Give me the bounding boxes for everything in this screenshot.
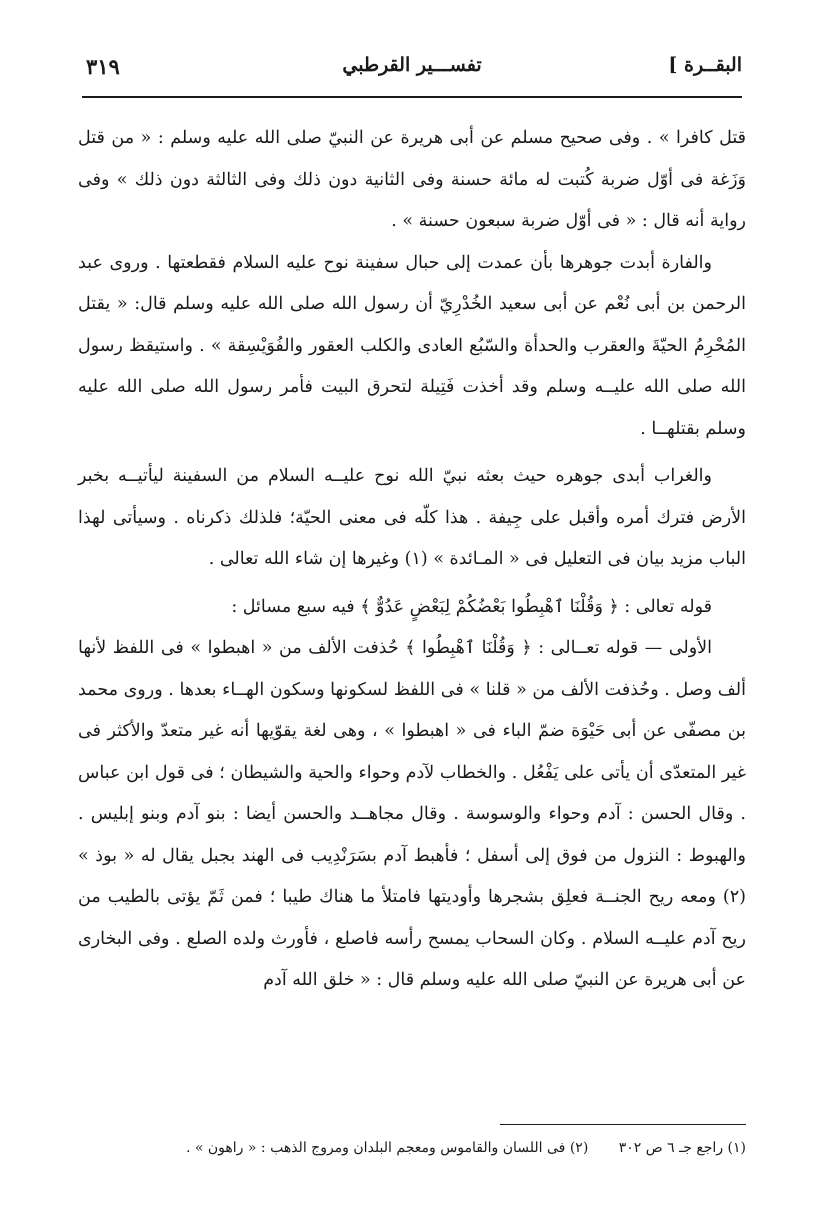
surah-name: البقــرة ] xyxy=(668,54,742,76)
footnote-2: (٢) فى اللسان والقاموس ومعجم البلدان ومروج الذهب : « راهون » . xyxy=(185,1140,589,1156)
footnotes xyxy=(78,1134,746,1162)
footnote-1: (١) راجع جـ ٦ ص ٣٠٢ xyxy=(618,1140,746,1156)
paragraph-hadith-gecko: قتل كافرا » . وفى صحيح مسلم عن أبى هريرة عن النبيّ صلى الله عليه وسلم : « من قتل وَزَغة فى أوّل ضربة كُتبت له مائة حسنة وفى الثانية دون ذلك وفى الثالثة دون ذلك » وفى رواية أنه قال : « فى أوّل ضربة سبعون حسنة » . xyxy=(78,128,746,231)
paragraph-verse-heading: قوله تعالى : ﴿ وَقُلْنَا ٱهْبِطُوا بَعْضُكُمْ لِبَعْضٍ عَدُوٌّ ﴾ فيه سبع مسائل : xyxy=(231,596,712,617)
paragraph-mouse: والفارة أبدت جوهرها بأن عمدت إلى حبال سفينة نوح عليه السلام فقطعتها . وروى عبد الرحمن بن أبى نُعْم عن أبى سعيد الخُدْرِيّ أن رسول الله صلى الله عليه وسلم قال: « يقتل المُحْرِمُ الحيّةَ والعقرب والحدأة والسّبُع العادى والكلب العقور والفُوَيْسِقة » . واستيقظ رسول الله صلى الله عليــه وسلم وقد أخذت فَتِيلة لتحرق البيت فأمر رسول الله صلى الله عليه وسلم بقتلهــا . xyxy=(78,252,746,439)
paragraph-crow: والغراب أبدى جوهره حيث بعثه نبيّ الله نوح عليــه السلام من السفينة ليأتيــه بخبر الأرض فترك أمره وأقبل على جِيفة . هذا كلّه فى معنى الحيّة؛ فلذلك ذكرناه . وسيأتى لهذا الباب مزيد بيان فى التعليل فى « المـائدة » (١) وغيرها إن شاء الله تعالى . xyxy=(78,466,746,569)
page-number: ٣١٩ xyxy=(86,54,120,79)
footnote-divider xyxy=(500,1124,746,1125)
page-body xyxy=(78,118,746,1002)
page-header xyxy=(82,52,742,98)
paragraph-first-issue: الأولى — قوله تعــالى : ﴿ وَقُلْنَا ٱهْبِطُوا ﴾ حُذفت الألف من « اهبطوا » فى اللفظ لأنها ألف وصل . وحُذفت الألف من « قلنا » فى اللفظ لسكونها وسكون الهــاء بعدها . وروى محمد بن مصفّى عن أبى حَيْوَة ضمّ الباء فى « اهبطوا » ، وهى لغة يقوّيها أنه غير متعدّ والأكثر فى غير المتعدّى أن يأتى على يَفْعُل . والخطاب لآدم وحواء والحية والشيطان ؛ فى قول ابن عباس . وقال الحسن : آدم وحواء والوسوسة . وقال مجاهــد والحسن أيضا : بنو آدم وبنو إبليس . والهبوط : النزول من فوق إلى أسفل ؛ فأهبط آدم بسَرَنْدِيب فى الهند بجبل يقال له « بوذ » (٢) ومعه ريح الجنــة فعلِق بشجرها وأوديتها فامتلأ ما هناك طيبا ؛ فمن ثَمّ يؤتى بالطيب من ريح آدم عليــه السلام . وكان السحاب يمسح رأسه فاصلع ، فأورث ولده الصلع . وفى البخارى عن أبى هريرة عن النبيّ صلى الله عليه وسلم قال : « خلق الله آدم xyxy=(78,638,746,990)
book-title: تفســـير القرطبي xyxy=(342,54,482,76)
